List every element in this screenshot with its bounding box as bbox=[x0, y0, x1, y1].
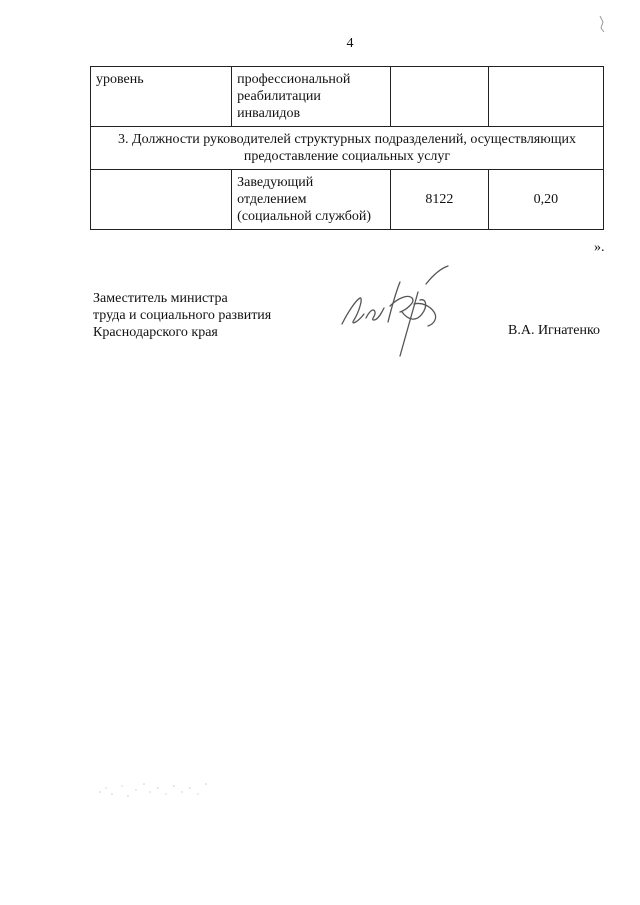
section-heading bbox=[91, 127, 604, 170]
page-number: 4 bbox=[346, 36, 354, 51]
signer-title-line: труда и социального развития bbox=[93, 308, 272, 323]
cell-line: Заведующий bbox=[237, 175, 314, 190]
section-heading-line: предоставление социальных услуг bbox=[243, 149, 451, 164]
cell-line: реабилитации bbox=[237, 89, 321, 104]
signer-title bbox=[93, 290, 271, 341]
table-cell-qualification bbox=[232, 67, 391, 127]
cell-line: инвалидов bbox=[237, 106, 301, 121]
scan-artifact bbox=[92, 770, 222, 810]
closing-quote: ». bbox=[594, 240, 605, 255]
signer-name: В.А. Игнатенко bbox=[508, 323, 601, 338]
table-cell-code bbox=[391, 67, 489, 127]
handwritten-signature bbox=[330, 262, 480, 362]
section-heading-line: 3. Должности руководителей структурных подразделений, осуществляющих bbox=[118, 132, 576, 147]
scan-edge-mark bbox=[597, 14, 607, 34]
table-cell-coefficient: 0,20 bbox=[488, 170, 603, 230]
table-cell-coefficient bbox=[488, 67, 603, 127]
signer-title-line: Заместитель министра bbox=[93, 291, 228, 306]
positions-table bbox=[90, 66, 604, 230]
cell-line: (социальной службой) bbox=[237, 209, 371, 224]
cell-line: отделением bbox=[237, 192, 307, 207]
table-cell-level: уровень bbox=[91, 67, 232, 127]
table-row bbox=[91, 67, 604, 127]
table-cell-code: 8122 bbox=[391, 170, 489, 230]
cell-line: профессиональной bbox=[237, 72, 351, 87]
signer-title-line: Краснодарского края bbox=[93, 325, 218, 340]
table-cell-level bbox=[91, 170, 232, 230]
table-row bbox=[91, 170, 604, 230]
table-section-row bbox=[91, 127, 604, 170]
table-cell-position bbox=[232, 170, 391, 230]
